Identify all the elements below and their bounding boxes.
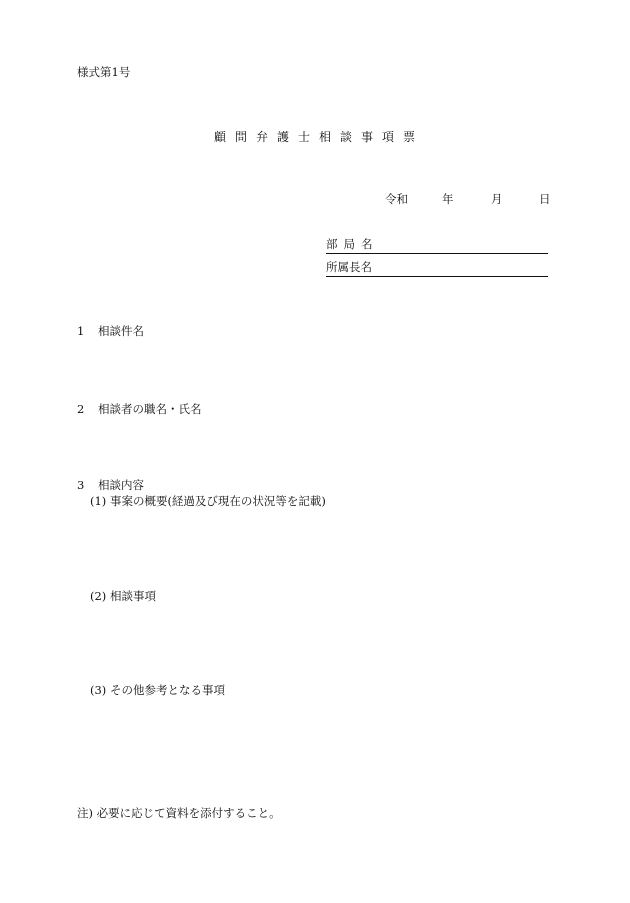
head-field — [326, 262, 548, 277]
section-1-label: 相談件名 — [98, 324, 144, 338]
section-2-label: 相談者の職名・氏名 — [98, 402, 202, 416]
subsection-1-label: (1) 事案の概要(経過及び現在の状況等を記載) — [90, 494, 326, 508]
date-row — [385, 194, 550, 208]
subsection-3-label: (3) その他参考となる事項 — [90, 683, 225, 697]
document-title: 顧問弁護士相談事項票 — [213, 130, 424, 144]
date-month-label: 月 — [491, 192, 503, 206]
section-2-number: 2 — [77, 402, 85, 416]
department-field — [326, 239, 548, 254]
date-day-label: 日 — [539, 192, 551, 206]
form-number: 様式第1号 — [77, 65, 131, 79]
head-label: 所属長名 — [326, 260, 372, 274]
section-3-label: 相談内容 — [98, 478, 144, 492]
date-era: 令和 — [385, 192, 408, 206]
footnote: 注) 必要に応じて資料を添付すること。 — [77, 806, 281, 820]
section-1-number: 1 — [77, 324, 85, 338]
subsection-2-label: (2) 相談事項 — [90, 589, 156, 603]
section-3-number: 3 — [77, 478, 85, 492]
date-year-label: 年 — [442, 192, 454, 206]
department-label: 部局名 — [326, 237, 379, 251]
